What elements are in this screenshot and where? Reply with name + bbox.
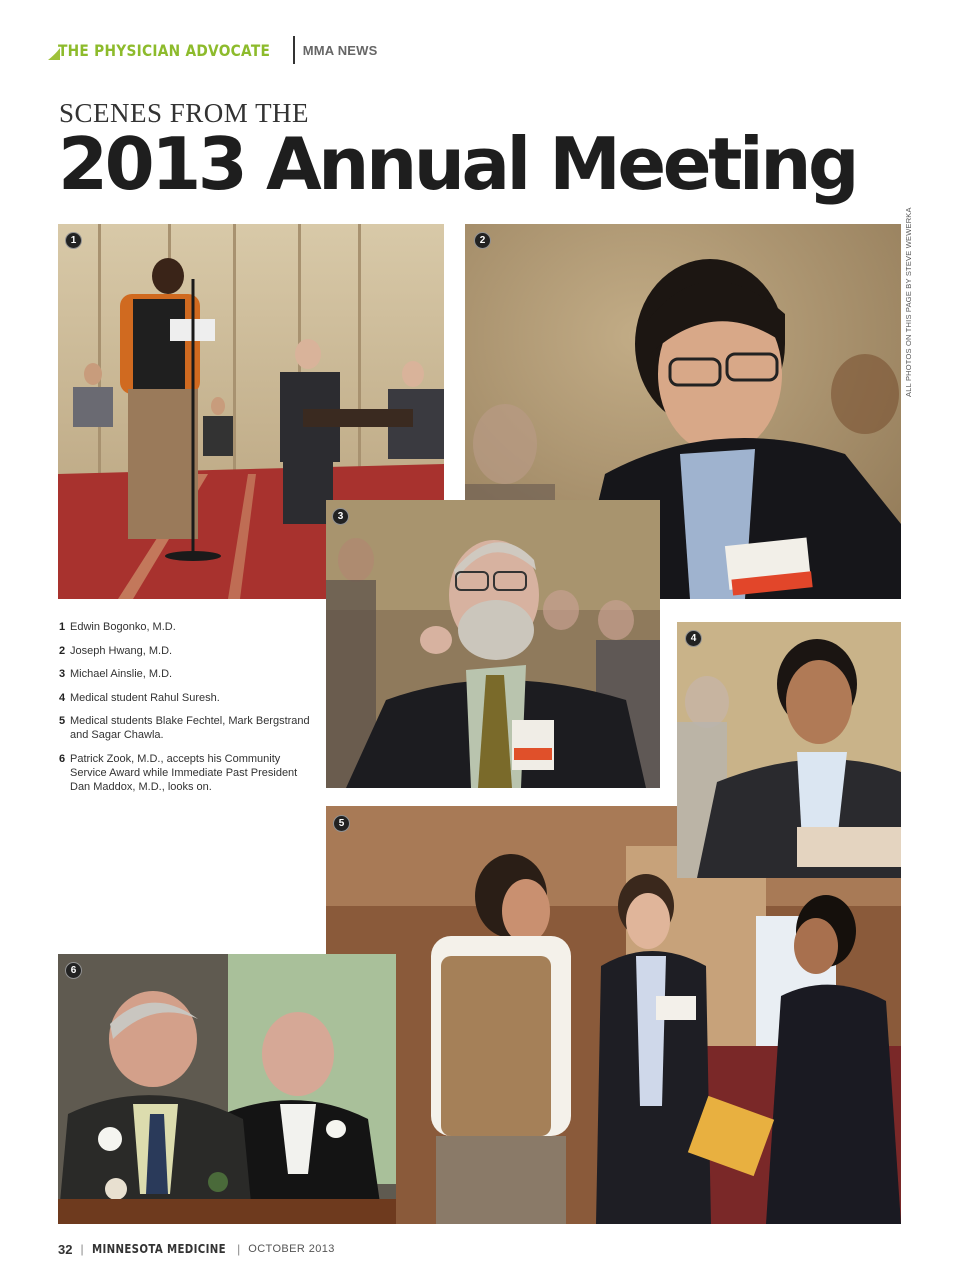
corner-accent: [0, 0, 60, 60]
caption-item: [59, 752, 317, 794]
header-divider: [293, 36, 295, 64]
caption-number: 6: [59, 752, 66, 765]
page-footer: [58, 1240, 335, 1258]
caption-text: Edwin Bogonko, M.D.: [70, 621, 176, 633]
photo-6-image: [58, 954, 396, 1224]
caption-item: [59, 714, 317, 742]
headline-kicker: SCENES FROM THE: [59, 98, 310, 128]
photo-5-number: 5: [333, 815, 350, 832]
photo-rahul-suresh: [677, 622, 901, 878]
page-title: 2013 Annual Meeting: [58, 122, 856, 206]
photo-4-number: 4: [685, 630, 702, 647]
caption-text: Patrick Zook, M.D., accepts his Community Service Award while Immediate Past President Dan Maddox, M.D., looks on.: [70, 752, 298, 793]
caption-number: 4: [59, 691, 66, 704]
photo-credit-text: ALL PHOTOS ON THIS PAGE BY STEVE WEWERKA: [904, 207, 913, 397]
caption-text: Joseph Hwang, M.D.: [70, 644, 173, 657]
photo-captions: [59, 620, 317, 803]
issue-date: OCTOBER 2013: [248, 1243, 335, 1255]
magazine-name: MINNESOTA MEDICINE: [91, 1242, 226, 1256]
caption-text: Michael Ainslie, M.D.: [70, 668, 173, 680]
caption-item: [59, 667, 317, 681]
photo-michael-ainslie: [326, 500, 660, 788]
footer-divider: |: [237, 1242, 241, 1256]
photo-credit: [904, 207, 914, 397]
caption-item: [59, 620, 317, 634]
section-name: THE PHYSICIAN ADVOCATE: [58, 40, 271, 60]
photo-6-number: 6: [65, 962, 82, 979]
photo-4-image: [677, 622, 901, 878]
photo-3-number: 3: [332, 508, 349, 525]
caption-number: 5: [59, 715, 66, 727]
caption-text: Medical students Blake Fechtel, Mark Bergstrand and Sagar Chawla.: [70, 715, 310, 741]
caption-text: Medical student Rahul Suresh.: [70, 691, 220, 704]
photo-2-number: 2: [474, 232, 491, 249]
caption-item: [59, 691, 317, 705]
photo-award-presentation: [58, 954, 396, 1224]
section-header: [58, 36, 378, 64]
caption-number: 1: [59, 621, 66, 633]
section-subtitle: MMA NEWS: [302, 42, 378, 58]
photo-3-image: [326, 500, 660, 788]
caption-item: [59, 644, 317, 658]
caption-number: 3: [59, 668, 66, 680]
caption-number: 2: [59, 644, 66, 657]
footer-divider: |: [80, 1242, 84, 1256]
page-number: 32: [58, 1241, 73, 1257]
photo-1-number: 1: [65, 232, 82, 249]
